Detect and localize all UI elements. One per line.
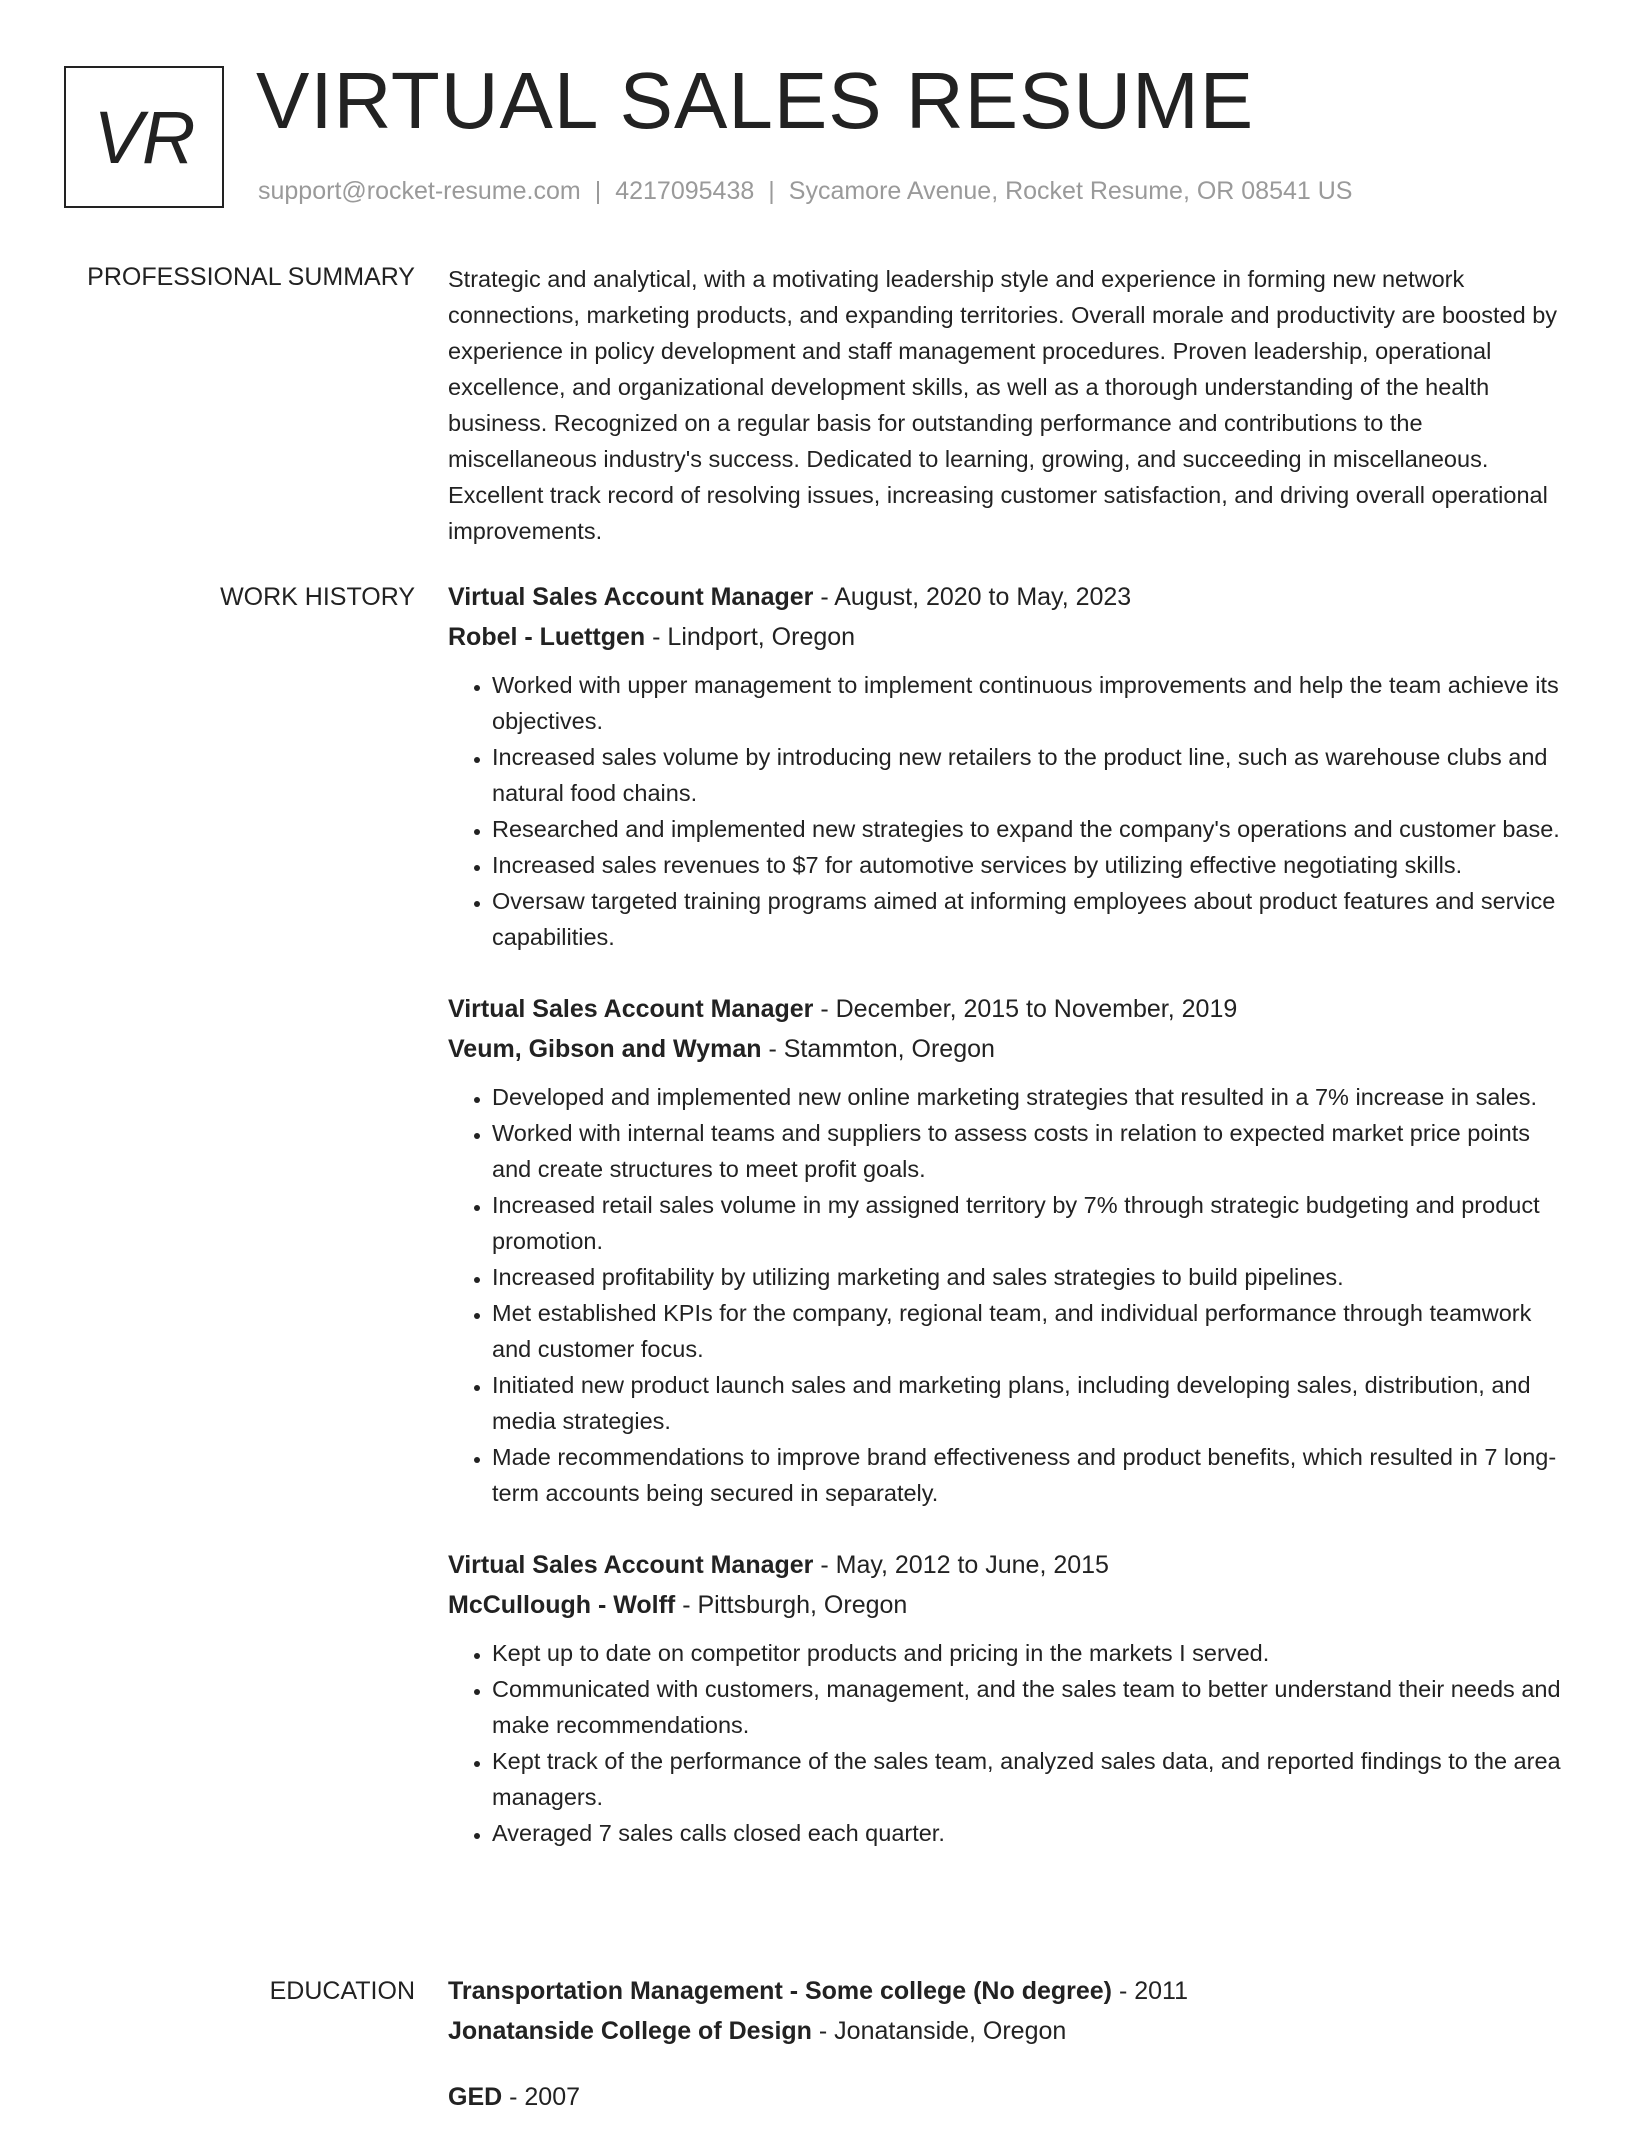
job-bullet: • Made recommendations to improve brand effectiveness and product benefits, which resulted in 7 long-term accounts being secured in separately. [492,1439,1570,1511]
job-company: Robel - Luettgen [448,623,646,651]
job-dates: - December, 2015 to November, 2019 [813,995,1238,1023]
job-company: Veum, Gibson and Wyman [448,1035,762,1063]
contact-address: Sycamore Avenue, Rocket Resume, OR 08541 US [788,177,1353,205]
education-body [448,1971,1570,2143]
job-bullets [448,667,1570,955]
job-location: - Pittsburgh, Oregon [675,1591,908,1619]
job-bullet: • Increased retail sales volume in my assigned territory by 7% through strategic budgeting and product promotion. [492,1187,1570,1259]
education-degree: Transportation Management - Some college (No degree) [448,1977,1113,2005]
job-title: Virtual Sales Account Manager [448,995,814,1023]
job-location: - Stammton, Oregon [761,1035,995,1063]
job-bullet: • Increased sales volume by introducing new retailers to the product line, such as warehouse clubs and natural food chains. [492,739,1570,811]
contact-email: support@rocket-resume.com [258,177,581,205]
job-bullet: • Increased profitability by utilizing marketing and sales strategies to build pipelines. [492,1259,1570,1295]
job-entry [448,577,1570,955]
job-company-line [448,617,1570,657]
contact-separator: | [594,177,602,205]
education-entry [448,1971,1570,2051]
education-school-line [448,2011,1570,2051]
job-title-line [448,989,1570,1029]
contact-phone: 4217095438 [615,177,755,205]
job-title: Virtual Sales Account Manager [448,583,814,611]
job-title-line [448,577,1570,617]
work-body [448,577,1570,1885]
section-label-education: EDUCATION [269,1977,415,2005]
job-bullet: • Developed and implemented new online marketing strategies that resulted in a 7% increase in sales. [492,1079,1570,1115]
education-year: - 2011 [1112,1977,1188,2005]
job-dates: - May, 2012 to June, 2015 [813,1551,1109,1579]
education-location: - Jonatanside, Oregon [811,2017,1067,2045]
summary-body [448,261,1570,549]
job-bullet: • Met established KPIs for the company, regional team, and individual performance through teamwork and customer focus. [492,1295,1570,1367]
job-bullets [448,1635,1570,1851]
job-bullet: • Worked with internal teams and suppliers to assess costs in relation to expected market price points and create structures to meet profit goals. [492,1115,1570,1187]
job-bullet: • Worked with upper management to implement continuous improvements and help the team achieve its objectives. [492,667,1570,739]
job-bullet: • Oversaw targeted training programs aimed at informing employees about product features and service capabilities. [492,883,1570,955]
section-label-work: WORK HISTORY [220,583,415,611]
job-bullets [448,1079,1570,1511]
summary-text: Strategic and analytical, with a motivating leadership style and experience in forming new network connections, marketing products, and expanding territories. Overall morale and productivity are boosted by experience in policy development and staff management procedures. Proven leadership, operational excellence, and organizational development skills, as well as a thorough understanding of the health business. Recognized on a regular basis for outstanding performance and contributions to the miscellaneous industry's success. Dedicated to learning, growing, and succeeding in miscellaneous. Excellent track record of resolving issues, increasing customer satisfaction, and driving overall operational improvements. [448,266,1558,544]
job-dates: - August, 2020 to May, 2023 [813,583,1132,611]
job-bullet: • Kept up to date on competitor products and pricing in the markets I served. [492,1635,1570,1671]
job-bullet: • Researched and implemented new strategies to expand the company's operations and customer base. [492,811,1570,847]
job-bullet: • Averaged 7 sales calls closed each quarter. [492,1815,1570,1851]
contact-line [258,176,1352,206]
job-bullet: • Increased sales revenues to $7 for automotive services by utilizing effective negotiating skills. [492,847,1570,883]
job-bullet: • Kept track of the performance of the sales team, analyzed sales data, and reported findings to the area managers. [492,1743,1570,1815]
job-company: McCullough - Wolff [448,1591,676,1619]
job-title-line [448,1545,1570,1585]
job-bullet: • Communicated with customers, management, and the sales team to better understand their needs and make recommendations. [492,1671,1570,1743]
job-bullet: • Initiated new product launch sales and marketing plans, including developing sales, distribution, and media strategies. [492,1367,1570,1439]
job-entry [448,989,1570,1511]
job-title: Virtual Sales Account Manager [448,1551,814,1579]
job-company-line [448,1029,1570,1069]
job-company-line [448,1585,1570,1625]
job-entry [448,1545,1570,1851]
resume-title: VIRTUAL SALES RESUME [256,56,1255,145]
education-degree: GED [448,2083,503,2111]
education-school: Jonatanside College of Design [448,2017,812,2045]
education-entry [448,2077,1570,2117]
education-degree-line [448,1971,1570,2011]
education-degree-line [448,2077,1570,2117]
section-label-summary: PROFESSIONAL SUMMARY [87,263,415,291]
education-year: - 2007 [502,2083,581,2111]
contact-separator: | [768,177,775,205]
monogram-logo: VR [64,66,224,208]
job-location: - Lindport, Oregon [645,623,856,651]
